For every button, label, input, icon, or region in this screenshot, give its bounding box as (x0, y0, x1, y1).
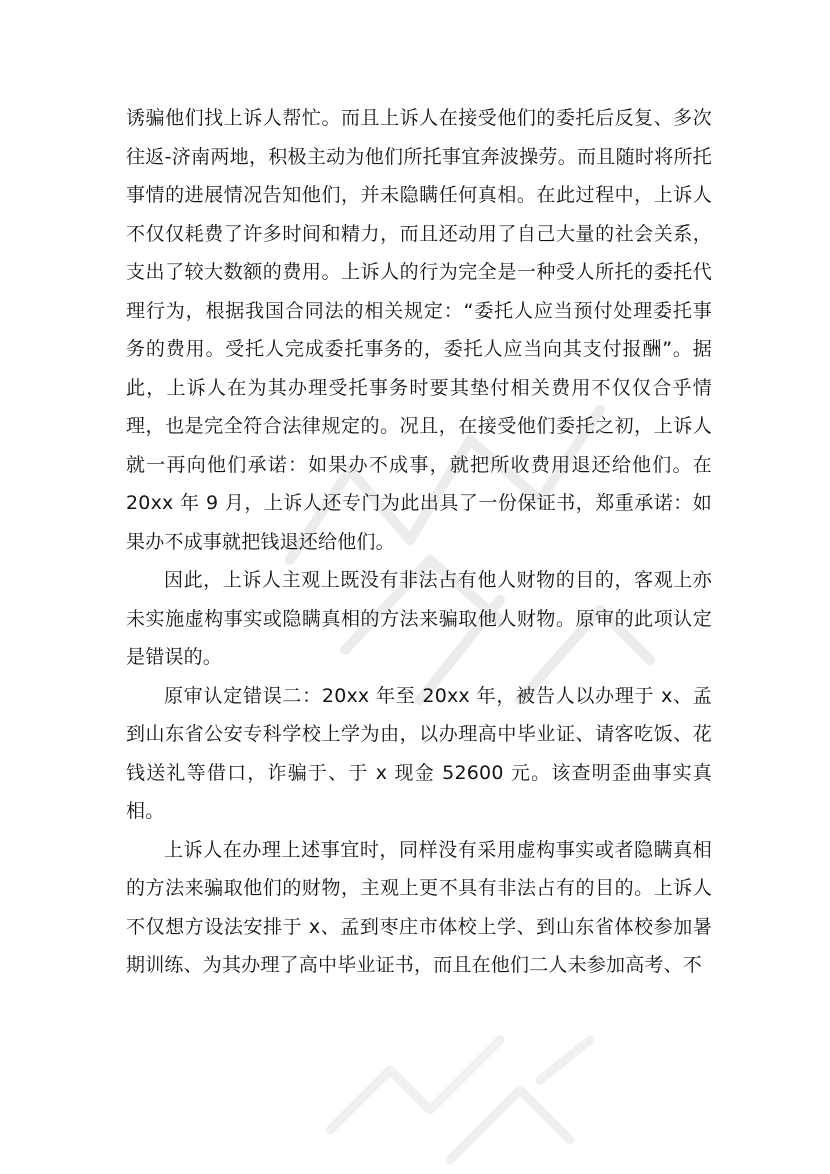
paragraph-1: 诱骗他们找上诉人帮忙。而且上诉人在接受他们的委托后反复、多次往返-济南两地，积极主动为他们所托事宜奔波操劳。而且随时将所托事情的进展情况告知他们，并未隐瞒任何真相。在此过程中，上诉人不仅仅耗费了许多时间和精力，而且还动用了自己大量的社会关系，支出了较大数额的费用。上诉人的行为完全是一种受人所托的委托代理行为，根据我国合同法的相关规定：“委托人应当预付处理委托事务的费用。受托人完成委托事务的，委托人应当向其支付报酬”。据此，上诉人在为其办理受托事务时要其垫付相关费用不仅仅合乎情理，也是完全符合法律规定的。况且，在接受他们委托之初，上诉人就一再向他们承诺：如果办不成事，就把所收费用退还给他们。在 20xx 年 9 月，上诉人还专门为此出具了一份保证书，郑重承诺：如果办不成事就把钱退还给他们。 (126, 107, 712, 553)
paragraph-2: 因此，上诉人主观上既没有非法占有他人财物的目的，客观上亦未实施虚构事实或隐瞒真相的方法来骗取他人财物。原审的此项认定是错误的。 (126, 569, 712, 668)
paragraph-3: 原审认定错误二：20xx 年至 20xx 年，被告人以办理于 x、孟到山东省公安专科学校上学为由，以办理高中毕业证、请客吃饭、花钱送礼等借口，诈骗于、于 x 现金 52600 元。该查明歪曲事实真相。 (126, 684, 712, 822)
paragraph-4: 上诉人在办理上述事宜时，同样没有采用虚构事实或者隐瞒真相的方法来骗取他们的财物，主观上更不具有非法占有的目的。上诉人不仅想方设法安排于 x、孟到枣庄市体校上学、到山东省体校参加暑期训练、为其办理了高中毕业证书，而且在他们二人未参加高考、不 (126, 838, 712, 976)
document-body (126, 99, 712, 985)
